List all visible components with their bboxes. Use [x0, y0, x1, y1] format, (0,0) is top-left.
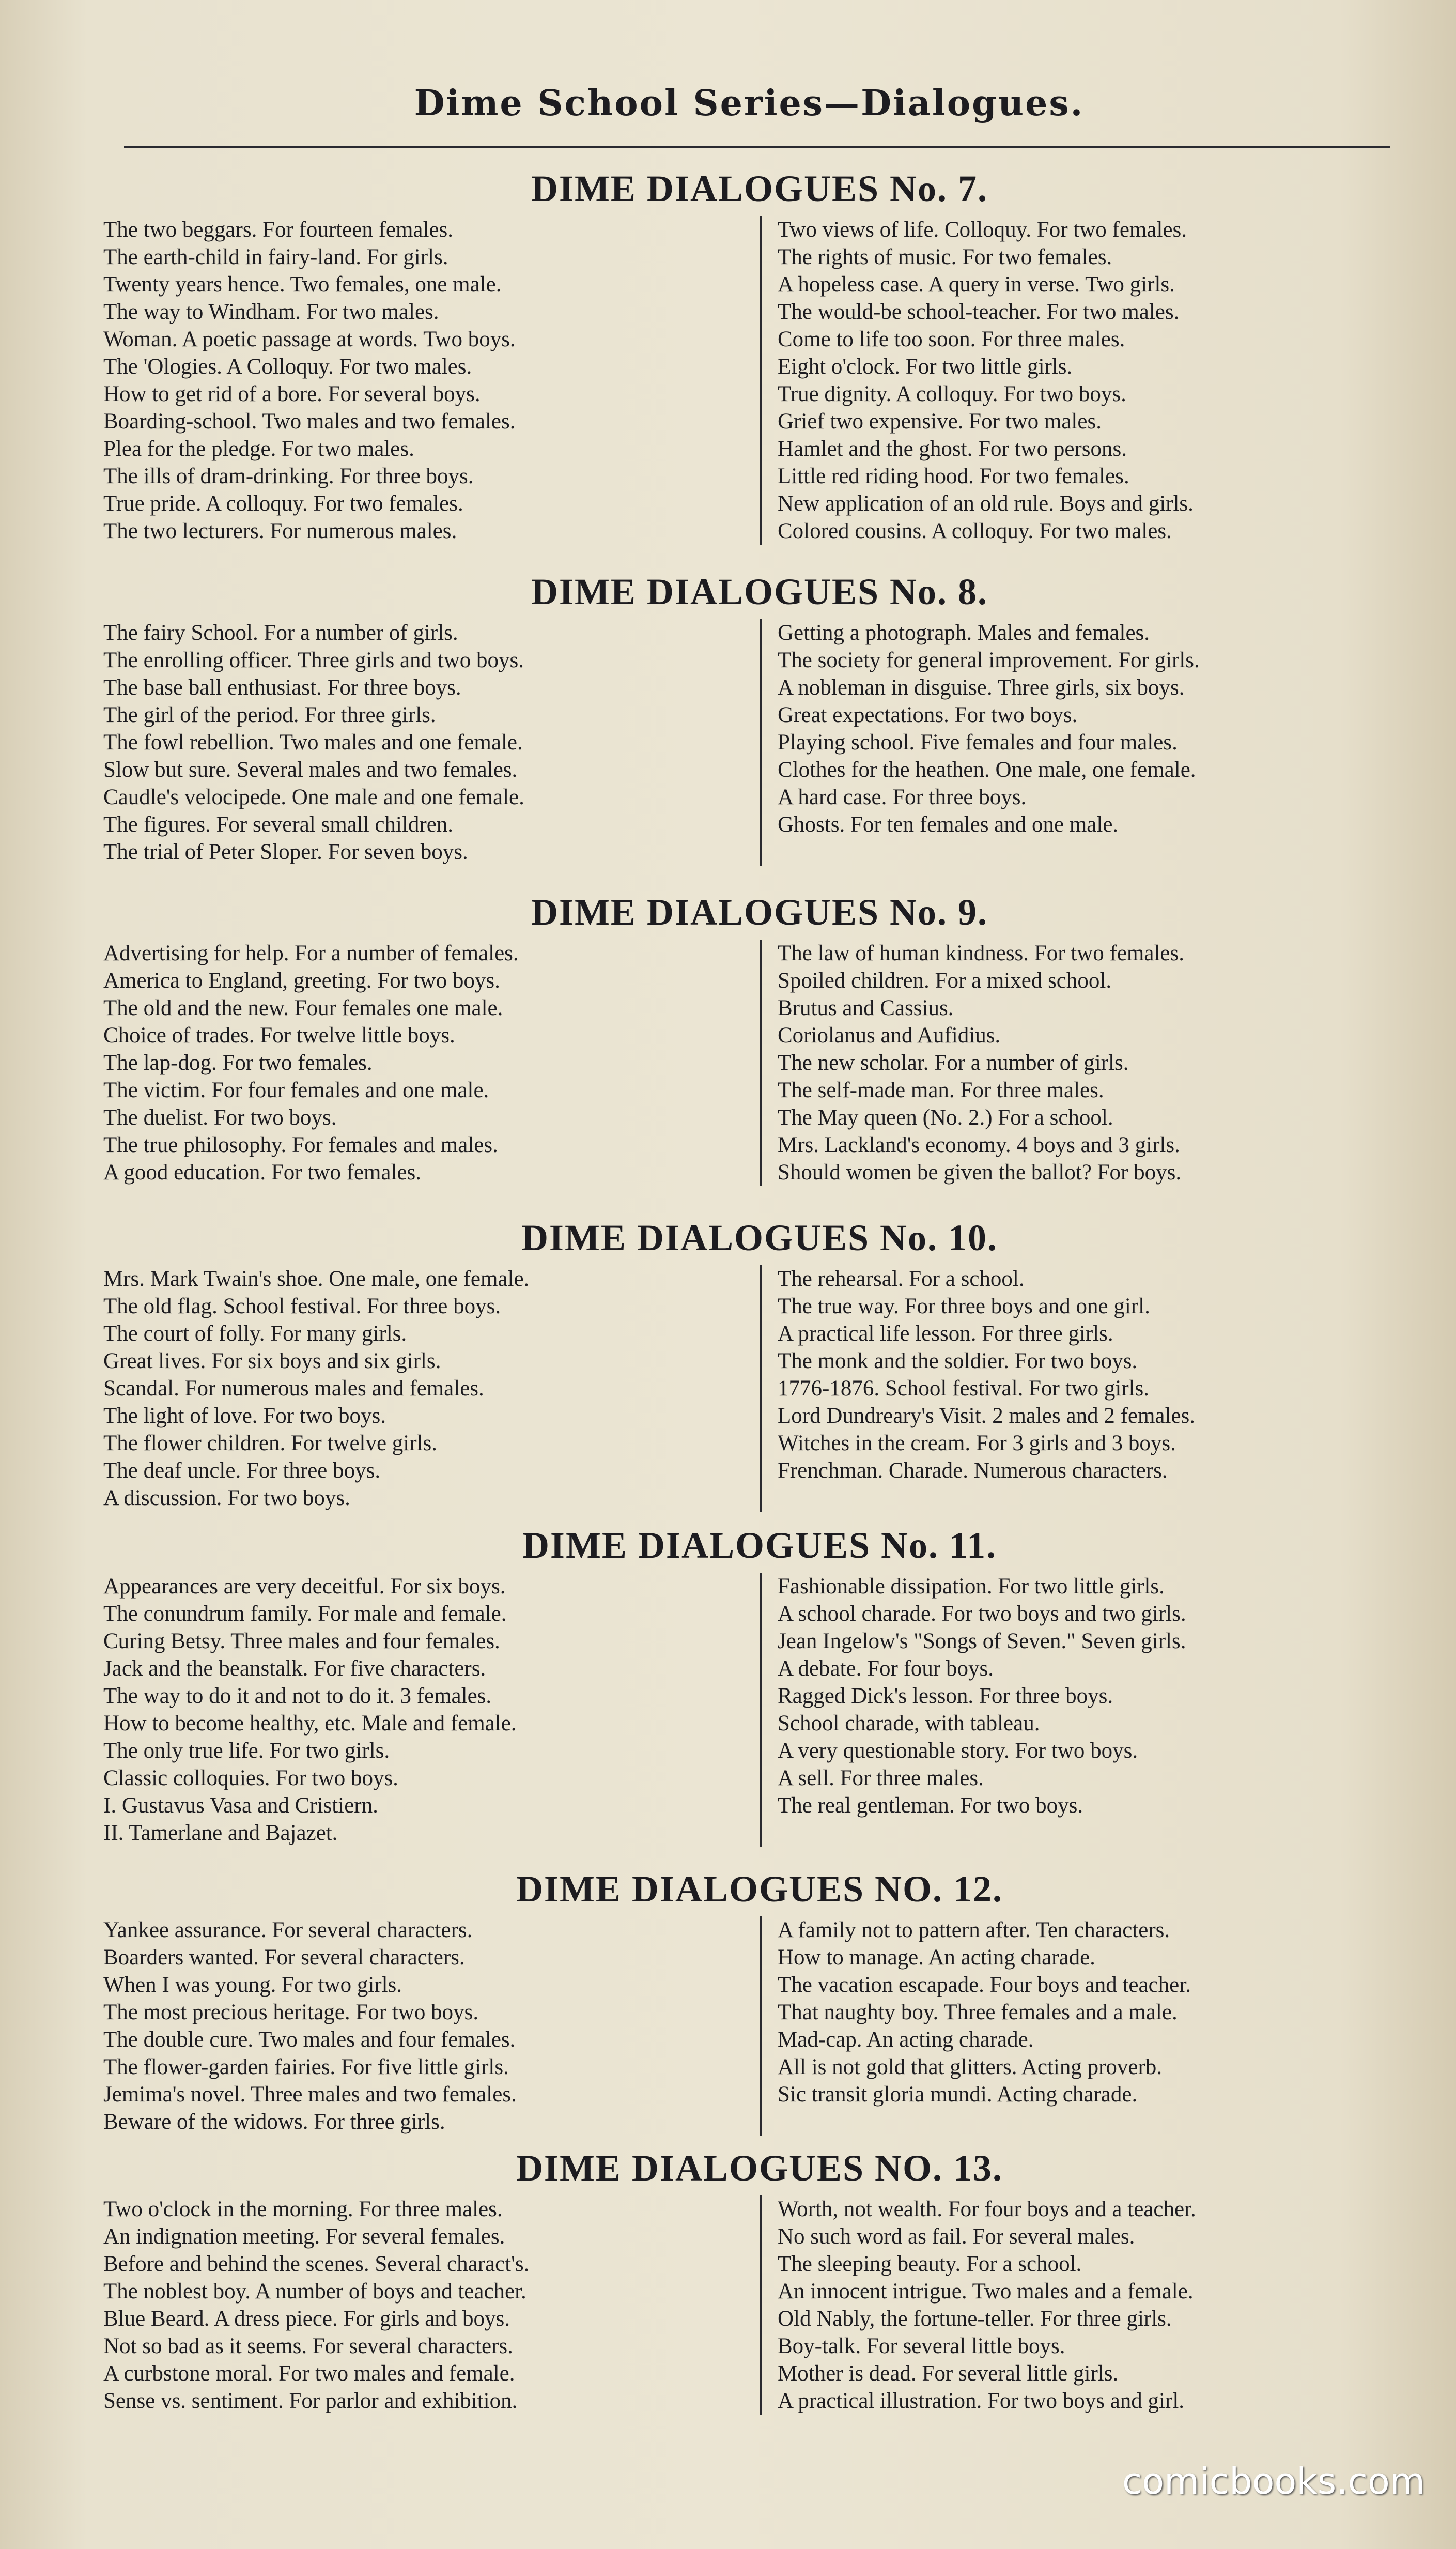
list-item: Two o'clock in the morning. For three males.	[103, 2197, 503, 2221]
list-item: The enrolling officer. Three girls and two boys.	[103, 648, 524, 672]
right-column	[760, 1916, 1416, 2136]
list-item: Appearances are very deceitful. For six boys.	[103, 1574, 506, 1599]
page-title: Dime School Series—Dialogues.	[414, 83, 1085, 124]
list-item: Curing Betsy. Three males and four females.	[103, 1629, 500, 1653]
list-item: Colored cousins. A colloquy. For two males.	[778, 519, 1172, 543]
list-item: The true way. For three boys and one girl.	[778, 1294, 1150, 1318]
list-item: Mrs. Mark Twain's shoe. One male, one female.	[103, 1267, 530, 1291]
list-item: Should women be given the ballot? For boys.	[778, 1160, 1182, 1185]
list-item: II. Tamerlane and Bajazet.	[103, 1821, 338, 1845]
list-item: A hard case. For three boys.	[778, 785, 1027, 809]
list-item: Not so bad as it seems. For several characters.	[103, 2334, 513, 2358]
list-item: America to England, greeting. For two boys.	[103, 969, 500, 993]
list-item: The lap-dog. For two females.	[103, 1051, 373, 1075]
list-item: The true philosophy. For females and males.	[103, 1133, 498, 1157]
section-dialogues-10	[103, 1215, 1416, 1512]
list-item: True dignity. A colloquy. For two boys.	[778, 382, 1126, 406]
list-item: The court of folly. For many girls.	[103, 1322, 407, 1346]
list-item: Come to life too soon. For three males.	[778, 327, 1125, 351]
list-item: 1776-1876. School festival. For two girls.	[778, 1376, 1150, 1401]
section-title: DIME DIALOGUES NO. 13.	[516, 2147, 1003, 2189]
list-item: Boarding-school. Two males and two females.	[103, 409, 516, 434]
list-item: A family not to pattern after. Ten characters.	[778, 1918, 1170, 1942]
list-item: New application of an old rule. Boys and girls.	[778, 492, 1194, 516]
list-item: Getting a photograph. Males and females.	[778, 621, 1150, 645]
list-item: The two lecturers. For numerous males.	[103, 519, 457, 543]
section-title: DIME DIALOGUES NO. 12.	[516, 1868, 1003, 1910]
list-item: Old Nably, the fortune-teller. For three girls.	[778, 2307, 1172, 2331]
list-item: True pride. A colloquy. For two females.	[103, 492, 463, 516]
section-title: DIME DIALOGUES No. 11.	[522, 1525, 997, 1566]
list-item: A debate. For four boys.	[778, 1656, 994, 1681]
list-item: The law of human kindness. For two females.	[778, 941, 1184, 965]
list-item: The girl of the period. For three girls.	[103, 703, 436, 727]
list-item: When I was young. For two girls.	[103, 1973, 402, 1997]
right-column	[760, 1573, 1416, 1847]
list-item: The old flag. School festival. For three boys.	[103, 1294, 501, 1318]
list-item: Great expectations. For two boys.	[778, 703, 1078, 727]
section-title: DIME DIALOGUES No. 10.	[521, 1217, 998, 1258]
list-item: Jean Ingelow's "Songs of Seven." Seven girls.	[778, 1629, 1186, 1653]
list-item: A practical life lesson. For three girls.	[778, 1322, 1113, 1346]
list-item: The figures. For several small children.	[103, 812, 454, 837]
right-column	[760, 1265, 1416, 1512]
section-dialogues-13	[103, 2145, 1416, 2415]
list-item: The rights of music. For two females.	[778, 245, 1112, 269]
list-item: Great lives. For six boys and six girls.	[103, 1349, 441, 1373]
left-column	[103, 1573, 760, 1847]
list-item: How to become healthy, etc. Male and female.	[103, 1711, 517, 1736]
list-item: Sense vs. sentiment. For parlor and exhibition.	[103, 2389, 518, 2413]
list-item: A very questionable story. For two boys.	[778, 1739, 1138, 1763]
list-item: The new scholar. For a number of girls.	[778, 1051, 1129, 1075]
section-dialogues-9	[103, 889, 1416, 1186]
list-item: The self-made man. For three males.	[778, 1078, 1104, 1102]
list-item: How to get rid of a bore. For several boys.	[103, 382, 481, 406]
list-item: Clothes for the heathen. One male, one female.	[778, 758, 1196, 782]
list-item: The May queen (No. 2.) For a school.	[778, 1105, 1113, 1130]
list-item: Before and behind the scenes. Several charact's.	[103, 2252, 530, 2276]
list-item: Eight o'clock. For two little girls.	[778, 355, 1073, 379]
list-item: The base ball enthusiast. For three boys.	[103, 675, 461, 700]
header-rule	[124, 146, 1390, 148]
list-item: Scandal. For numerous males and females.	[103, 1376, 484, 1401]
list-item: A nobleman in disguise. Three girls, six boys.	[778, 675, 1185, 700]
list-item: Ghosts. For ten females and one male.	[778, 812, 1119, 837]
list-item: That naughty boy. Three females and a male.	[778, 2000, 1178, 2024]
left-column	[103, 216, 760, 545]
list-item: The ills of dram-drinking. For three boys.	[103, 464, 474, 488]
right-column	[760, 216, 1416, 545]
list-item: The trial of Peter Sloper. For seven boys.	[103, 840, 468, 864]
list-item: Blue Beard. A dress piece. For girls and boys.	[103, 2307, 510, 2331]
list-item: Slow but sure. Several males and two females.	[103, 758, 518, 782]
list-item: Coriolanus and Aufidius.	[778, 1023, 1001, 1048]
list-item: The duelist. For two boys.	[103, 1105, 337, 1130]
list-item: The light of love. For two boys.	[103, 1404, 386, 1428]
list-item: Advertising for help. For a number of females.	[103, 941, 519, 965]
section-dialogues-7	[103, 165, 1416, 545]
section-dialogues-8	[103, 569, 1416, 866]
list-item: The fowl rebellion. Two males and one female.	[103, 730, 523, 755]
list-item: Choice of trades. For twelve little boys.	[103, 1023, 455, 1048]
list-item: Mother is dead. For several little girls.	[778, 2361, 1119, 2386]
list-item: Boarders wanted. For several characters.	[103, 1945, 465, 1970]
list-item: Playing school. Five females and four males.	[778, 730, 1178, 755]
list-item: The double cure. Two males and four females.	[103, 2028, 516, 2052]
list-item: Sic transit gloria mundi. Acting charade.	[778, 2082, 1138, 2107]
left-column	[103, 2195, 760, 2415]
list-item: The would-be school-teacher. For two males.	[778, 300, 1180, 324]
list-item: School charade, with tableau.	[778, 1711, 1040, 1736]
list-item: Grief two expensive. For two males.	[778, 409, 1102, 434]
list-item: Jemima's novel. Three males and two females.	[103, 2082, 517, 2107]
list-item: A practical illustration. For two boys and girl.	[778, 2389, 1185, 2413]
list-item: Jack and the beanstalk. For five characters.	[103, 1656, 486, 1681]
list-item: The society for general improvement. For girls.	[778, 648, 1200, 672]
list-item: Witches in the cream. For 3 girls and 3 boys.	[778, 1431, 1176, 1455]
section-title: DIME DIALOGUES No. 9.	[531, 892, 988, 933]
list-item: The old and the new. Four females one male.	[103, 996, 503, 1020]
list-item: Classic colloquies. For two boys.	[103, 1766, 398, 1790]
section-title: DIME DIALOGUES No. 8.	[531, 571, 988, 612]
left-column	[103, 1265, 760, 1512]
list-item: The most precious heritage. For two boys.	[103, 2000, 479, 2024]
list-item: The only true life. For two girls.	[103, 1739, 390, 1763]
list-item: The monk and the soldier. For two boys.	[778, 1349, 1138, 1373]
right-column	[760, 619, 1416, 866]
list-item: Little red riding hood. For two females.	[778, 464, 1129, 488]
left-column	[103, 940, 760, 1186]
right-column	[760, 2195, 1416, 2415]
list-item: Frenchman. Charade. Numerous characters.	[778, 1458, 1168, 1483]
list-item: Yankee assurance. For several characters.	[103, 1918, 473, 1942]
list-item: Twenty years hence. Two females, one male.	[103, 272, 502, 297]
list-item: The vacation escapade. Four boys and teacher.	[778, 1973, 1191, 1997]
list-item: The sleeping beauty. For a school.	[778, 2252, 1082, 2276]
left-column	[103, 1916, 760, 2136]
list-item: Mrs. Lackland's economy. 4 boys and 3 girls.	[778, 1133, 1180, 1157]
list-item: No such word as fail. For several males.	[778, 2224, 1135, 2249]
list-item: Brutus and Cassius.	[778, 996, 954, 1020]
list-item: The victim. For four females and one male.	[103, 1078, 489, 1102]
watermark: comicbooks.com	[1122, 2460, 1425, 2502]
list-item: A curbstone moral. For two males and female.	[103, 2361, 515, 2386]
list-item: Ragged Dick's lesson. For three boys.	[778, 1684, 1113, 1708]
list-item: The way to do it and not to do it. 3 females.	[103, 1684, 492, 1708]
list-item: How to manage. An acting charade.	[778, 1945, 1095, 1970]
list-item: The earth-child in fairy-land. For girls.	[103, 245, 448, 269]
list-item: All is not gold that glitters. Acting proverb.	[778, 2055, 1163, 2079]
list-item: I. Gustavus Vasa and Cristiern.	[103, 1793, 378, 1818]
list-item: Worth, not wealth. For four boys and a teacher.	[778, 2197, 1196, 2221]
list-item: Hamlet and the ghost. For two persons.	[778, 437, 1127, 461]
list-item: Plea for the pledge. For two males.	[103, 437, 414, 461]
list-item: The noblest boy. A number of boys and teacher.	[103, 2279, 526, 2304]
section-title: DIME DIALOGUES No. 7.	[531, 168, 988, 209]
list-item: The fairy School. For a number of girls.	[103, 621, 458, 645]
list-item: A sell. For three males.	[778, 1766, 984, 1790]
list-item: The deaf uncle. For three boys.	[103, 1458, 381, 1483]
section-dialogues-11	[103, 1522, 1416, 1847]
list-item: Beware of the widows. For three girls.	[103, 2110, 445, 2134]
list-item: The real gentleman. For two boys.	[778, 1793, 1083, 1818]
list-item: Lord Dundreary's Visit. 2 males and 2 females.	[778, 1404, 1196, 1428]
right-column	[760, 940, 1416, 1186]
list-item: A good education. For two females.	[103, 1160, 422, 1185]
list-item: An innocent intrigue. Two males and a female.	[778, 2279, 1194, 2304]
list-item: A discussion. For two boys.	[103, 1486, 350, 1510]
list-item: A school charade. For two boys and two girls.	[778, 1602, 1186, 1626]
list-item: Two views of life. Colloquy. For two females.	[778, 218, 1187, 242]
list-item: Spoiled children. For a mixed school.	[778, 969, 1112, 993]
list-item: Caudle's velocipede. One male and one female.	[103, 785, 524, 809]
list-item: Boy-talk. For several little boys.	[778, 2334, 1065, 2358]
list-item: An indignation meeting. For several females.	[103, 2224, 505, 2249]
list-item: The two beggars. For fourteen females.	[103, 218, 454, 242]
list-item: Fashionable dissipation. For two little girls.	[778, 1574, 1165, 1599]
list-item: Woman. A poetic passage at words. Two boys.	[103, 327, 516, 351]
left-column	[103, 619, 760, 866]
list-item: Mad-cap. An acting charade.	[778, 2028, 1034, 2052]
section-dialogues-12	[103, 1866, 1416, 2136]
list-item: The flower-garden fairies. For five little girls.	[103, 2055, 509, 2079]
list-item: The way to Windham. For two males.	[103, 300, 439, 324]
list-item: A hopeless case. A query in verse. Two girls.	[778, 272, 1175, 297]
list-item: The rehearsal. For a school.	[778, 1267, 1025, 1291]
list-item: The flower children. For twelve girls.	[103, 1431, 438, 1455]
list-item: The 'Ologies. A Colloquy. For two males.	[103, 355, 472, 379]
list-item: The conundrum family. For male and female.	[103, 1602, 507, 1626]
